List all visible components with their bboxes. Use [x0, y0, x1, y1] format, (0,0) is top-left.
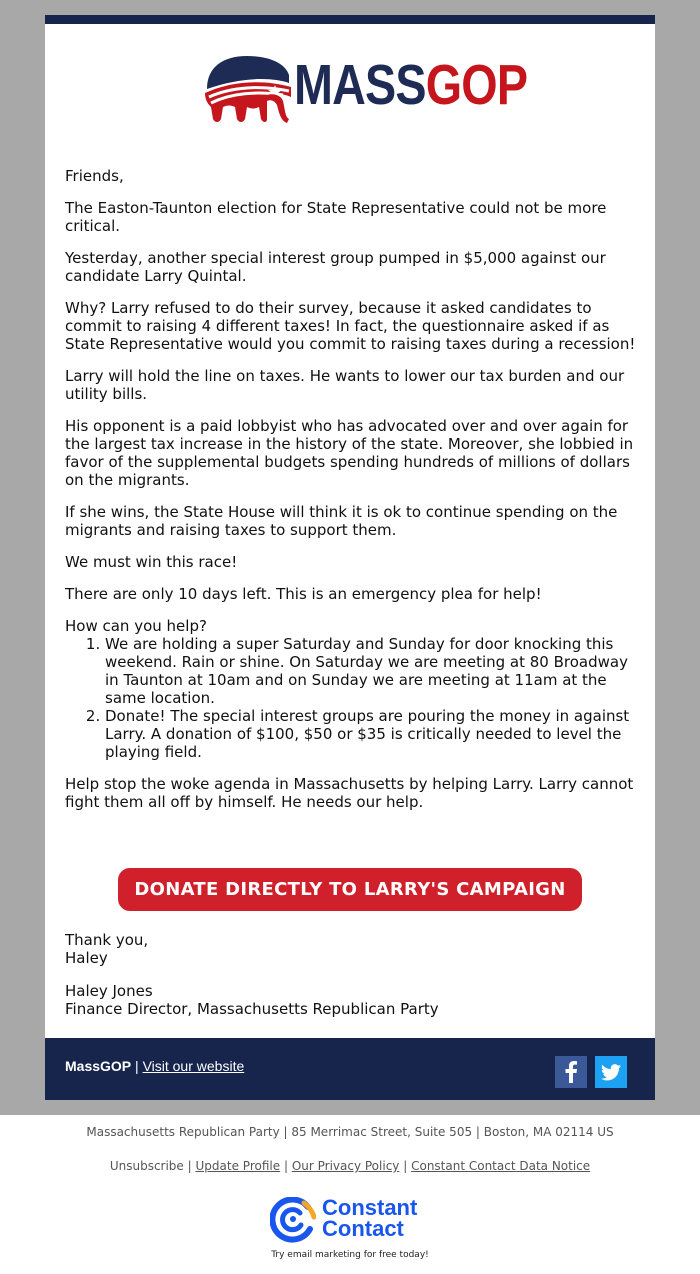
footer-brand: MassGOP	[65, 1058, 132, 1074]
footer-separator: |	[135, 1058, 139, 1074]
signature	[65, 931, 625, 1033]
thanks-text: Thank you,	[65, 931, 149, 949]
postal-address: Massachusetts Republican Party | 85 Merrimac Street, Suite 505 | Boston, MA 02114 US	[86, 1125, 614, 1139]
first-name: Haley	[65, 949, 108, 967]
email-card	[45, 15, 655, 1100]
visit-website-link[interactable]: Visit our website	[142, 1058, 245, 1074]
update-profile-link[interactable]: Update Profile	[195, 1159, 281, 1173]
cc-line-1: Constant	[322, 1195, 418, 1220]
email-body	[65, 167, 645, 825]
paragraph: Why? Larry refused to do their survey, because it asked candidates to commit to raising 4 different taxes! In fact, the questionnaire asked if as State Representative would you commit to raising taxes during a recession!	[65, 299, 636, 353]
job-title: Finance Director, Massachusetts Republican Party	[65, 1000, 439, 1018]
massgop-logo	[201, 53, 528, 125]
privacy-policy-link[interactable]: Our Privacy Policy	[291, 1159, 400, 1173]
cc-line-2: Contact	[322, 1216, 404, 1241]
separator: |	[283, 1159, 288, 1173]
paragraph: Help stop the woke agenda in Massachusetts by helping Larry. Larry cannot fight them all off by himself. He needs our help.	[65, 775, 634, 811]
facebook-icon[interactable]	[555, 1056, 587, 1088]
twitter-icon[interactable]	[595, 1056, 627, 1088]
top-accent-bar	[45, 15, 655, 24]
separator: |	[187, 1159, 192, 1173]
constant-contact-icon	[270, 1197, 316, 1243]
cc-tagline[interactable]: Try email marketing for free today!	[271, 1250, 429, 1260]
logo-wordmark: MASSGOP	[294, 53, 528, 117]
separator: |	[403, 1159, 408, 1173]
elephant-logo-icon	[201, 53, 293, 125]
greeting: Friends,	[65, 167, 124, 185]
footer-links	[65, 1058, 244, 1074]
constant-contact-logo[interactable]	[270, 1195, 435, 1243]
help-list	[65, 635, 645, 761]
paragraph: If she wins, the State House will think it is ok to continue spending on the migrants and raising taxes to support them.	[65, 503, 618, 539]
paragraph: The Easton-Taunton election for State Representative could not be more critical.	[65, 199, 607, 235]
donate-button[interactable]: DONATE DIRECTLY TO LARRY'S CAMPAIGN	[118, 868, 582, 911]
paragraph: We must win this race!	[65, 553, 238, 571]
list-item: 1. We are holding a super Saturday and Sunday for door knocking this weekend. Rain or shine. On Saturday we are meeting at 80 Broadway in Taunton at 10am and on Sunday we are meeting at 11am at the same location.	[105, 635, 645, 707]
paragraph: Yesterday, another special interest group pumped in $5,000 against our candidate Larry Quintal.	[65, 249, 606, 285]
bottom-links	[0, 1159, 700, 1173]
full-name: Haley Jones	[65, 982, 153, 1000]
paragraph: His opponent is a paid lobbyist who has advocated over and over again for the largest tax increase in the history of the state. Moreover, she lobbied in favor of the supplemental budgets spending hundreds of millions of dollars on the migrants.	[65, 417, 634, 489]
data-notice-link[interactable]: Constant Contact Data Notice	[411, 1159, 591, 1173]
footer-bar	[45, 1038, 655, 1100]
paragraph: Larry will hold the line on taxes. He wants to lower our tax burden and our utility bills.	[65, 367, 625, 403]
list-item: 2. Donate! The special interest groups are pouring the money in against Larry. A donation of $100, $50 or $35 is critically needed to level the playing field.	[105, 707, 645, 761]
help-heading: How can you help?	[65, 617, 207, 635]
unsubscribe-link[interactable]: Unsubscribe	[109, 1159, 184, 1173]
paragraph: There are only 10 days left. This is an emergency plea for help!	[65, 585, 542, 603]
